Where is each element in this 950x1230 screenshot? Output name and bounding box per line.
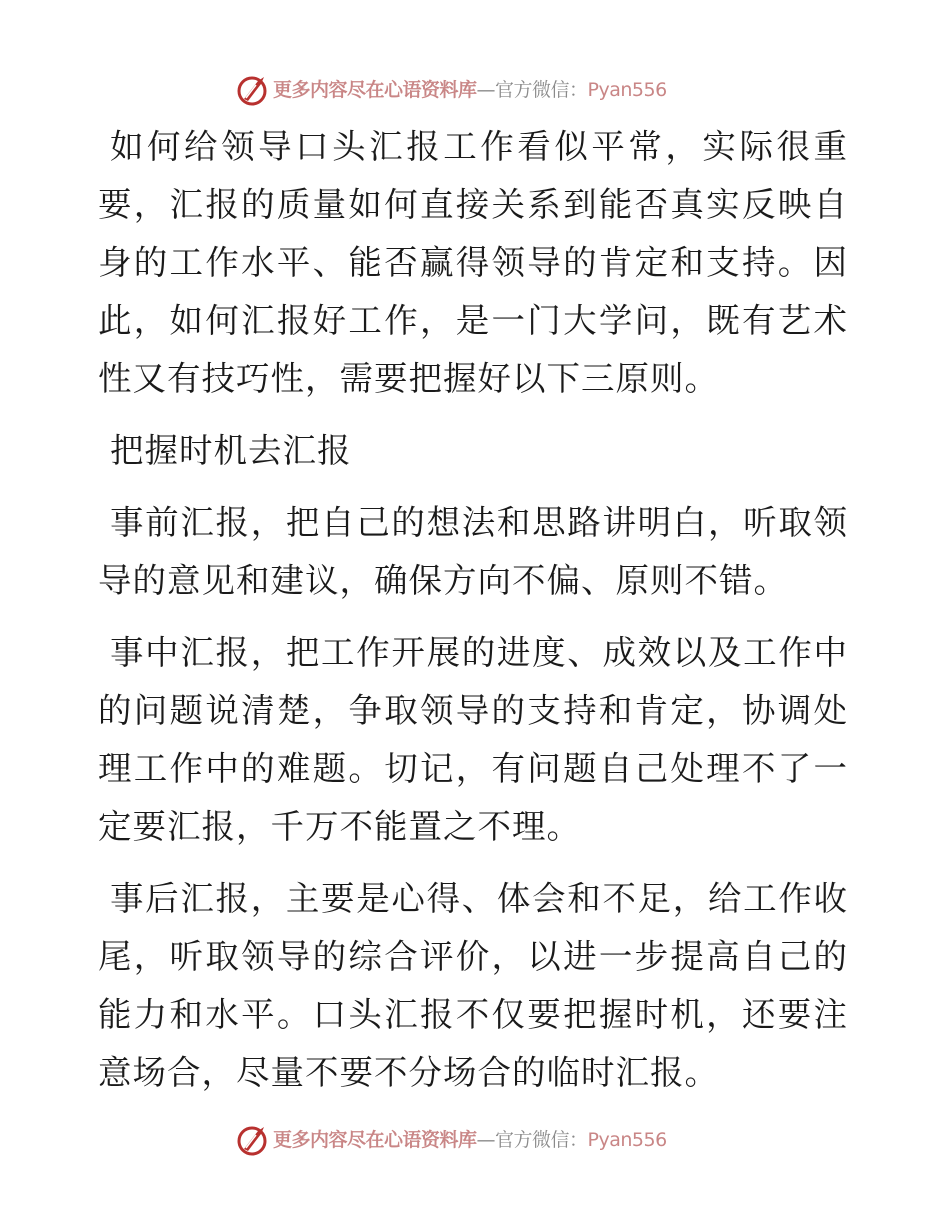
banner-site-text: 更多内容尽在心语资料库 <box>273 79 477 101</box>
banner-contact-id: Pyan556 <box>587 79 667 101</box>
footer-banner-text <box>273 1123 667 1157</box>
paragraph-during-reporting: 事中汇报，把工作开展的进度、成效以及工作中的问题说清楚，争取领导的支持和肯定，协调处理工作中的难题。切记，有问题自己处理不了一定要汇报，千万不能置之不理。 <box>98 633 848 846</box>
banner-site-text: 更多内容尽在心语资料库 <box>273 1129 477 1151</box>
quill-pen-logo-icon <box>236 73 270 107</box>
section-heading: 把握时机去汇报 <box>110 431 352 470</box>
banner-dash: — <box>476 79 496 101</box>
banner-contact-label: 官方微信： <box>495 1129 588 1151</box>
header-banner-text <box>273 73 667 107</box>
banner-contact-id: Pyan556 <box>587 1129 667 1151</box>
banner-dash: — <box>476 1129 496 1151</box>
quill-pen-logo-icon <box>236 1123 270 1157</box>
intro-paragraph: 如何给领导口头汇报工作看似平常，实际很重要，汇报的质量如何直接关系到能否真实反映自身的工作水平、能否赢得领导的肯定和支持。因此，如何汇报好工作，是一门大学问，既有艺术性又有技巧性，需要把握好以下三原则。 <box>98 127 848 398</box>
footer-banner <box>236 1122 716 1158</box>
paragraph-before-reporting: 事前汇报，把自己的想法和思路讲明白，听取领导的意见和建议，确保方向不偏、原则不错。 <box>98 503 848 600</box>
header-banner <box>236 72 716 108</box>
paragraph-after-reporting: 事后汇报，主要是心得、体会和不足，给工作收尾，听取领导的综合评价，以进一步提高自己的能力和水平。口头汇报不仅要把握时机，还要注意场合，尽量不要不分场合的临时汇报。 <box>98 879 848 1092</box>
document-body <box>98 118 848 1102</box>
banner-contact-label: 官方微信： <box>495 79 588 101</box>
